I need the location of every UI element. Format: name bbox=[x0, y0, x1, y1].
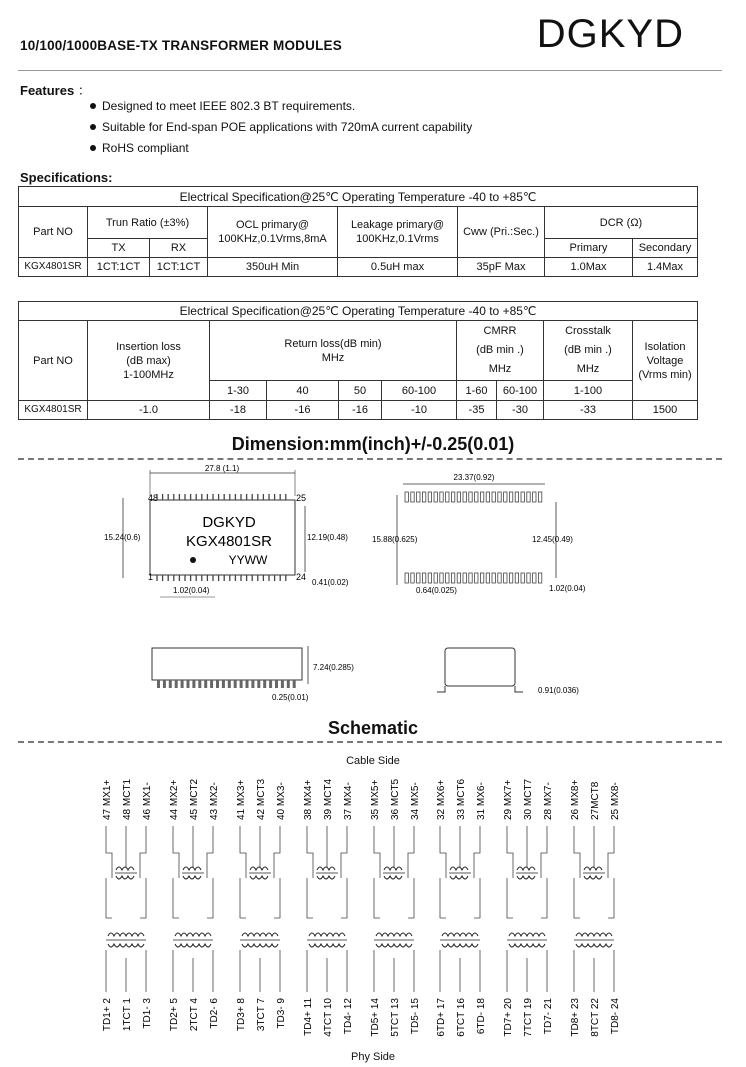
table2-part-no-header: Part NO bbox=[19, 321, 88, 401]
svg-text:12.45(0.49): 12.45(0.49) bbox=[532, 535, 573, 544]
cable-pin-label: 41 MX3+ bbox=[236, 779, 247, 820]
phy-pin-label: 6TCT 16 bbox=[456, 998, 467, 1037]
schematic-drawing bbox=[0, 768, 746, 1050]
phy-pin-label: TD2+ 5 bbox=[169, 998, 180, 1032]
table1-rx-header: RX bbox=[150, 239, 208, 258]
schematic-channel bbox=[570, 780, 621, 1037]
phy-pin-label: TD5- 15 bbox=[410, 998, 421, 1035]
svg-text:23.37(0.92): 23.37(0.92) bbox=[453, 473, 495, 482]
phy-pin-label: 4TCT 10 bbox=[323, 998, 334, 1037]
schematic-channel bbox=[303, 778, 354, 1036]
svg-text:15.88(0.625): 15.88(0.625) bbox=[372, 535, 418, 544]
feature-item: Suitable for End-span POE applications with 720mA current capability bbox=[90, 117, 472, 138]
svg-text:0.64(0.025): 0.64(0.025) bbox=[416, 586, 457, 595]
svg-text:0.41(0.02): 0.41(0.02) bbox=[312, 578, 349, 587]
table1-title: Electrical Specification@25℃ Operating Temperature -40 to +85℃ bbox=[19, 187, 698, 207]
phy-pin-label: TD8+ 23 bbox=[570, 998, 581, 1037]
cable-pin-label: 26 MX8+ bbox=[570, 779, 581, 820]
feature-item: Designed to meet IEEE 802.3 BT requirements. bbox=[90, 96, 472, 117]
phy-pin-label: 6TD+ 17 bbox=[436, 998, 447, 1037]
table-row: KGX4801SR -1.0 -18 -16 -16 -10 -35 -30 -33 1500 bbox=[19, 401, 698, 420]
phy-side-label: Phy Side bbox=[350, 1051, 396, 1063]
cable-side-label: Cable Side bbox=[346, 755, 400, 767]
phy-pin-label: TD5+ 14 bbox=[370, 998, 381, 1037]
schematic-divider bbox=[18, 741, 722, 743]
phy-pin-label: TD4- 12 bbox=[343, 998, 354, 1035]
table2-return-loss-header: Return loss(dB min) MHz bbox=[210, 321, 457, 381]
svg-text:12.19(0.48): 12.19(0.48) bbox=[307, 533, 348, 542]
cable-pin-label: 33 MCT6 bbox=[456, 778, 467, 820]
cable-pin-label: 42 MCT3 bbox=[256, 778, 267, 820]
svg-text:0.91(0.036): 0.91(0.036) bbox=[538, 686, 579, 695]
dimension-title: Dimension:mm(inch)+/-0.25(0.01) bbox=[231, 434, 515, 454]
table2-cmrr-header: CMRR (dB min .) MHz bbox=[457, 321, 544, 381]
features-list bbox=[90, 96, 472, 159]
phy-pin-label: 2TCT 4 bbox=[189, 998, 200, 1032]
cable-pin-label: 38 MX4+ bbox=[303, 779, 314, 820]
cable-pin-label: 39 MCT4 bbox=[323, 778, 334, 820]
svg-text:YYWW: YYWW bbox=[228, 553, 268, 567]
schematic-title: Schematic bbox=[327, 718, 419, 738]
cable-pin-label: 34 MX5- bbox=[410, 782, 421, 820]
table1-leakage-header: Leakage primary@ 100KHz,0.1Vrms bbox=[338, 207, 458, 258]
table1-ocl-header: OCL primary@ 100KHz,0.1Vrms,8mA bbox=[208, 207, 338, 258]
table1-tx-header: TX bbox=[88, 239, 150, 258]
schematic-channel bbox=[102, 778, 153, 1031]
cable-pin-label: 25 MX8- bbox=[610, 782, 621, 820]
svg-text:1.02(0.04): 1.02(0.04) bbox=[549, 584, 586, 593]
features-heading: Features ： bbox=[20, 83, 91, 98]
feature-item: RoHS compliant bbox=[90, 138, 472, 159]
phy-pin-label: TD2- 6 bbox=[209, 998, 220, 1029]
spec-table-1 bbox=[18, 186, 698, 277]
end-view-drawing bbox=[437, 648, 579, 695]
phy-pin-label: 3TCT 7 bbox=[256, 998, 267, 1032]
svg-text:7.24(0.285): 7.24(0.285) bbox=[313, 663, 354, 672]
phy-pin-label: TD7+ 20 bbox=[503, 998, 514, 1037]
document-title: 10/100/1000BASE-TX TRANSFORMER MODULES bbox=[20, 38, 342, 53]
cable-pin-label: 47 MX1+ bbox=[102, 779, 113, 820]
spec-table-2: Electrical Specification@25℃ Operating Temperature -40 to +85℃ Part NO Insertion loss (dB max) 1-100MHz Return loss(dB min) MHz CMRR (dB min .) MHz Crosstalk (dB min .) MHz Isolation Voltage (Vrms min) 1-30 40 50 60-100 1-60 60-100 1-100 KGX4801SR -1.0 -18 -16 -16 -10 -35 -30 -33 1500 bbox=[18, 301, 698, 420]
svg-text:15.24(0.6): 15.24(0.6) bbox=[104, 533, 141, 542]
svg-text:1: 1 bbox=[148, 572, 154, 582]
cable-pin-label: 29 MX7+ bbox=[503, 779, 514, 820]
table2-crosstalk-header: Crosstalk (dB min .) MHz bbox=[544, 321, 633, 381]
chip-brand: DGKYD bbox=[202, 514, 256, 531]
footprint-drawing bbox=[372, 473, 586, 595]
phy-pin-label: TD3+ 8 bbox=[236, 998, 247, 1032]
cable-pin-label: 37 MX4- bbox=[343, 782, 354, 820]
phy-pin-label: TD1+ 2 bbox=[102, 998, 113, 1032]
table1-turns-ratio-header: Trun Ratio (±3%) bbox=[88, 207, 208, 239]
table1-part-no-header: Part NO bbox=[19, 207, 88, 258]
cable-pin-label: 36 MCT5 bbox=[390, 778, 401, 820]
chip-part: KGX4801SR bbox=[186, 533, 272, 550]
schematic-channel bbox=[436, 778, 487, 1036]
phy-pin-label: TD4+ 11 bbox=[303, 998, 314, 1036]
table2-isolation-header: Isolation Voltage (Vrms min) bbox=[633, 321, 698, 401]
cable-pin-label: 27MCT8 bbox=[590, 781, 601, 820]
table1-secondary-header: Secondary bbox=[633, 239, 698, 258]
phy-pin-label: TD7- 21 bbox=[543, 998, 554, 1035]
phy-pin-label: 8TCT 22 bbox=[590, 998, 601, 1037]
schematic-channel bbox=[503, 778, 554, 1036]
phy-pin-label: 5TCT 13 bbox=[390, 998, 401, 1037]
cable-pin-label: 35 MX5+ bbox=[370, 779, 381, 820]
phy-pin-label: 1TCT 1 bbox=[122, 998, 133, 1032]
cable-pin-label: 40 MX3- bbox=[276, 782, 287, 820]
cable-pin-label: 44 MX2+ bbox=[169, 779, 180, 820]
schematic-channel bbox=[169, 778, 220, 1031]
cable-pin-label: 45 MCT2 bbox=[189, 778, 200, 820]
schematic-channel bbox=[236, 778, 287, 1031]
svg-text:25: 25 bbox=[296, 493, 307, 503]
phy-pin-label: TD3- 9 bbox=[276, 998, 287, 1029]
cable-pin-label: 43 MX2- bbox=[209, 782, 220, 820]
schematic-channel bbox=[370, 778, 421, 1036]
phy-pin-label: TD1- 3 bbox=[142, 998, 153, 1029]
table1-primary-header: Primary bbox=[545, 239, 633, 258]
specifications-heading: Specifications: bbox=[20, 170, 113, 185]
cable-pin-label: 28 MX7- bbox=[543, 782, 554, 820]
svg-text:48: 48 bbox=[148, 493, 159, 503]
brand-logo: DGKYD bbox=[536, 12, 684, 56]
phy-pin-label: TD8- 24 bbox=[610, 998, 621, 1035]
top-view-drawing bbox=[104, 464, 349, 597]
cable-pin-label: 46 MX1- bbox=[142, 782, 153, 820]
svg-text:1.02(0.04): 1.02(0.04) bbox=[173, 586, 210, 595]
svg-text:24: 24 bbox=[296, 572, 307, 582]
top-width-label: 27.8 (1.1) bbox=[204, 464, 240, 473]
table-row: KGX4801SR 1CT:1CT 1CT:1CT 350uH Min 0.5uH max 35pF Max 1.0Max 1.4Max bbox=[19, 258, 698, 277]
dimension-drawing bbox=[0, 460, 746, 705]
phy-pin-label: 7TCT 19 bbox=[523, 998, 534, 1037]
table2-insertion-header: Insertion loss (dB max) 1-100MHz bbox=[88, 321, 210, 401]
table2-title: Electrical Specification@25℃ Operating Temperature -40 to +85℃ bbox=[19, 302, 698, 321]
cable-pin-label: 32 MX6+ bbox=[436, 779, 447, 820]
table1-dcr-header: DCR (Ω) bbox=[545, 207, 698, 239]
svg-text:0.25(0.01): 0.25(0.01) bbox=[272, 693, 309, 702]
cable-pin-label: 48 MCT1 bbox=[122, 778, 133, 820]
side-view-drawing bbox=[152, 646, 354, 702]
cable-pin-label: 31 MX6- bbox=[476, 782, 487, 820]
cable-pin-label: 30 MCT7 bbox=[523, 778, 534, 820]
phy-pin-label: 6TD- 18 bbox=[476, 998, 487, 1035]
header-divider bbox=[18, 70, 722, 71]
table1-cww-header: Cww (Pri.:Sec.) bbox=[458, 207, 545, 258]
